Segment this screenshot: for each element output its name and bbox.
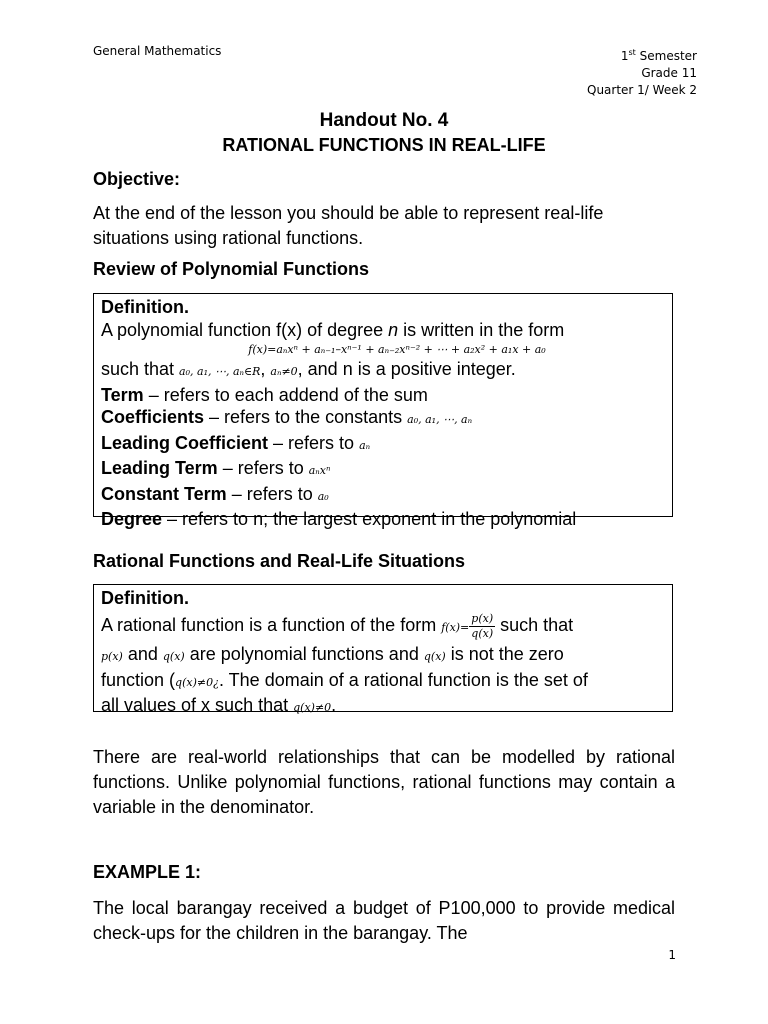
header-quarter: Quarter 1/ Week 2 [587,83,697,97]
topic-title: RATIONAL FUNCTIONS IN REAL-LIFE [222,135,546,155]
example-heading: EXAMPLE 1: [93,862,202,882]
objective-text: At the end of the lesson you should be able to represent real-life situations using rational functions. [93,203,604,248]
header-semester: 1st Semester [620,48,697,63]
such-that-line: such that a₀, a₁, ⋯, aₙ∈R, aₙ≠0, and n is a positive integer. [101,359,516,379]
objective-heading: Objective: [93,169,181,189]
constant-term-row: Constant Term – refers to a₀ [101,483,329,504]
leading-coefficient-row: Leading Coefficient – refers to aₙ [101,432,371,453]
header-subject: General Mathematics [93,44,222,58]
polynomial-definition-box [93,293,673,529]
coefficients-row: Coefficients – refers to the constants a₀, a₁, ⋯, aₙ [101,407,473,427]
rational-fraction: $\frac{p(x)}{q(x)}$ [471,611,494,640]
rational-definition-box [93,584,673,715]
rational-line-1: A rational function is a function of the form f(x)= $\frac{p(x)}{q(x)}$ such that [101,611,574,640]
degree-row: Degree – refers to n; the largest exponent in the polynomial [101,509,577,529]
rational-heading: Rational Functions and Real-Life Situations [93,551,466,571]
body-paragraph: There are real-world relationships that can be modelled by rational functions. Unlike polynomial functions, rational functions may contain a variable in the denominator. [93,747,675,817]
page-number: 1 [668,948,676,962]
rational-line-2: p(x) and q(x) are polynomial functions and q(x) is not the zero [101,644,564,664]
review-heading: Review of Polynomial Functions [93,259,370,279]
title-block [93,108,675,158]
polynomial-intro: A polynomial function f(x) of degree n is written in the form [101,319,565,340]
leading-term-row: Leading Term – refers to aₙxⁿ [101,458,331,478]
rational-definition-label: Definition. [101,588,189,608]
definition-label: Definition. [101,297,189,317]
header-info [587,44,697,99]
term-row: Term – refers to each addend of the sum [101,384,428,405]
rational-line-3: function (q(x)≠0¿. The domain of a rational function is the set of [101,669,588,690]
handout-title: Handout No. 4 [319,110,449,131]
rational-line-4: all values of x such that q(x)≠0. [101,695,337,715]
polynomial-formula: f(x)=aₙxⁿ + aₙ₋₁–xⁿ⁻¹ + aₙ₋₂xⁿ⁻² + ⋯ + a₂x² + a₁x + a₀ [248,343,546,356]
example-text: The local barangay received a budget of P100,000 to provide medical check-ups for the children in the barangay. The [93,898,675,943]
header-grade: Grade 11 [641,66,697,80]
